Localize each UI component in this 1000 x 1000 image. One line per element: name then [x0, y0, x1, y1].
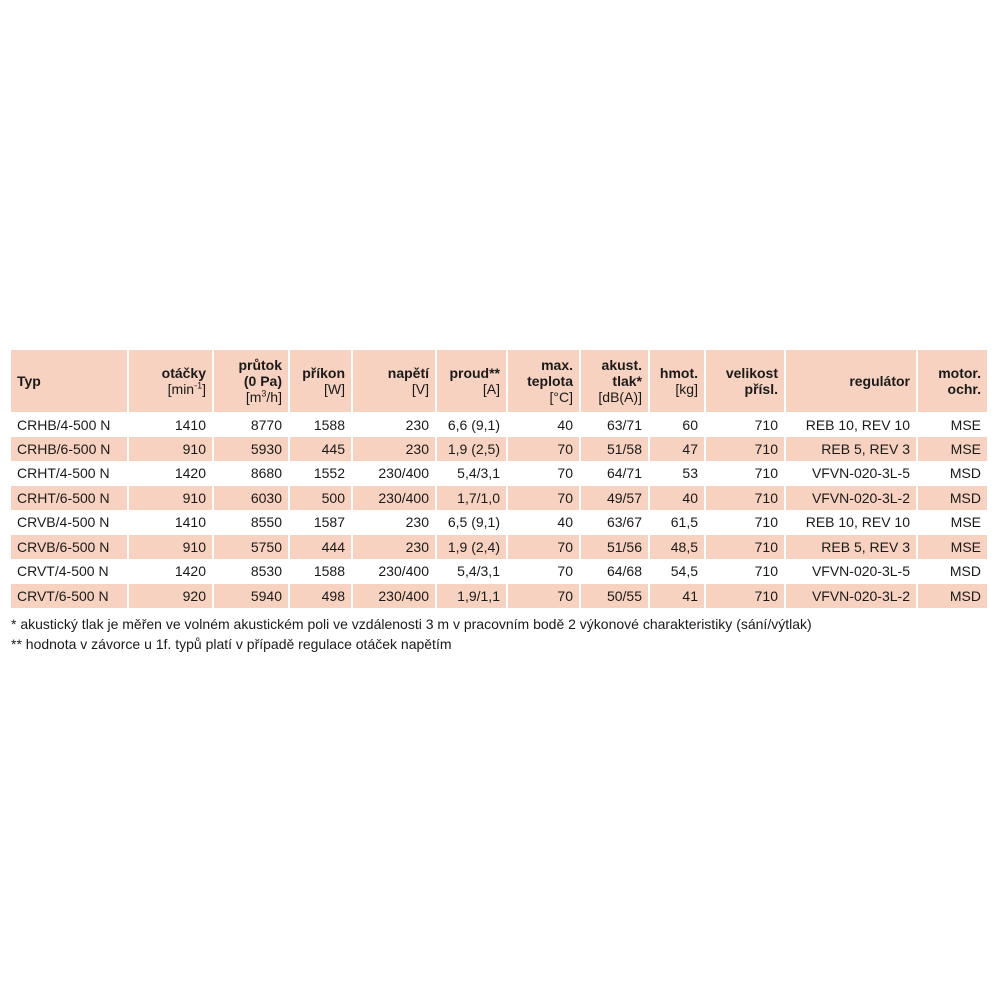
header-teplota-unit: [°C]	[549, 389, 573, 405]
header-otacky-unit: $[\min^{-1}]$	[167, 380, 206, 397]
header-prikon-unit: [W]	[324, 381, 345, 397]
cell-napeti: 230	[353, 412, 437, 437]
cell-teplota: 40	[508, 412, 581, 437]
header-hmot	[650, 350, 706, 412]
cell-typ: CRVT/4-500 N	[11, 559, 129, 584]
cell-motor: MSE	[918, 510, 987, 535]
header-velikost-subtitle: přísl.	[744, 381, 778, 397]
header-prutok	[214, 350, 290, 412]
cell-prikon: 444	[290, 535, 353, 560]
header-napeti-unit: [V]	[411, 381, 429, 397]
table-row	[11, 486, 987, 511]
cell-prutok: 5750	[214, 535, 290, 560]
cell-typ: CRVB/6-500 N	[11, 535, 129, 560]
header-tlak	[581, 350, 650, 412]
header-napeti	[353, 350, 437, 412]
cell-typ: CRVT/6-500 N	[11, 584, 129, 609]
cell-typ: CRHB/4-500 N	[11, 412, 129, 437]
cell-proud: 5,4/3,1	[437, 461, 508, 486]
cell-otacky: 910	[129, 437, 214, 462]
cell-regulator: VFVN-020-3L-5	[786, 461, 918, 486]
cell-prutok: 8680	[214, 461, 290, 486]
header-velikost	[706, 350, 786, 412]
header-teplota-subtitle: teplota	[527, 373, 573, 389]
cell-proud: 5,4/3,1	[437, 559, 508, 584]
cell-motor: MSE	[918, 412, 987, 437]
header-prikon	[290, 350, 353, 412]
cell-tlak: 50/55	[581, 584, 650, 609]
header-tlak-unit: [dB(A)]	[598, 389, 642, 405]
cell-otacky: 1420	[129, 559, 214, 584]
cell-velikost: 710	[706, 510, 786, 535]
cell-otacky: 1410	[129, 510, 214, 535]
cell-prikon: 1588	[290, 412, 353, 437]
cell-velikost: 710	[706, 535, 786, 560]
header-tlak-subtitle: tlak*	[612, 373, 642, 389]
cell-teplota: 70	[508, 461, 581, 486]
cell-tlak: 49/57	[581, 486, 650, 511]
cell-proud: 6,6 (9,1)	[437, 412, 508, 437]
cell-otacky: 1420	[129, 461, 214, 486]
header-teplota-title: max.	[541, 357, 573, 373]
cell-teplota: 40	[508, 510, 581, 535]
cell-prikon: 500	[290, 486, 353, 511]
cell-prutok: 5940	[214, 584, 290, 609]
cell-prutok: 8550	[214, 510, 290, 535]
header-hmot-title: hmot.	[659, 365, 698, 381]
cell-otacky: 1410	[129, 412, 214, 437]
cell-prikon: 1588	[290, 559, 353, 584]
cell-teplota: 70	[508, 437, 581, 462]
cell-typ: CRHB/6-500 N	[11, 437, 129, 462]
cell-hmot: 61,5	[650, 510, 706, 535]
table-row	[11, 535, 987, 560]
cell-prikon: 445	[290, 437, 353, 462]
footnotes	[11, 614, 812, 654]
table-row	[11, 584, 987, 609]
cell-prutok: 8770	[214, 412, 290, 437]
cell-motor: MSD	[918, 584, 987, 609]
cell-motor: MSE	[918, 535, 987, 560]
header-prutok-title: průtok	[238, 357, 282, 373]
cell-regulator: VFVN-020-3L-2	[786, 584, 918, 609]
table-body	[11, 412, 987, 608]
table-row	[11, 559, 987, 584]
cell-motor: MSD	[918, 461, 987, 486]
cell-otacky: 910	[129, 535, 214, 560]
footnote-acoustic: * akustický tlak je měřen ve volném akustickém poli ve vzdálenosti 3 m v pracovním bodě 2 výkonové charakteristiky (sání/výtlak)	[11, 616, 812, 632]
header-regulator-title: regulátor	[849, 373, 910, 389]
cell-tlak: 64/68	[581, 559, 650, 584]
header-motor	[918, 350, 987, 412]
cell-hmot: 41	[650, 584, 706, 609]
cell-typ: CRHT/4-500 N	[11, 461, 129, 486]
header-velikost-title: velikost	[725, 365, 778, 381]
header-otacky-title: otáčky	[161, 365, 206, 381]
cell-teplota: 70	[508, 559, 581, 584]
cell-prutok: 6030	[214, 486, 290, 511]
cell-typ: CRHT/6-500 N	[11, 486, 129, 511]
header-row	[11, 350, 987, 412]
header-motor-subtitle: ochr.	[947, 381, 981, 397]
cell-regulator: REB 10, REV 10	[786, 510, 918, 535]
cell-velikost: 710	[706, 486, 786, 511]
cell-tlak: 51/58	[581, 437, 650, 462]
header-proud-unit: [A]	[482, 381, 500, 397]
cell-regulator: VFVN-020-3L-2	[786, 486, 918, 511]
cell-otacky: 910	[129, 486, 214, 511]
header-napeti-title: napětí	[387, 365, 429, 381]
cell-hmot: 53	[650, 461, 706, 486]
cell-motor: MSD	[918, 486, 987, 511]
header-typ-title: Typ	[17, 373, 41, 389]
cell-tlak: 63/71	[581, 412, 650, 437]
cell-regulator: VFVN-020-3L-5	[786, 559, 918, 584]
cell-hmot: 60	[650, 412, 706, 437]
cell-prikon: 1552	[290, 461, 353, 486]
cell-napeti: 230/400	[353, 461, 437, 486]
cell-prutok: 8530	[214, 559, 290, 584]
header-tlak-title: akust.	[601, 357, 642, 373]
header-otacky	[129, 350, 214, 412]
cell-motor: MSE	[918, 437, 987, 462]
cell-velikost: 710	[706, 412, 786, 437]
cell-proud: 1,9 (2,5)	[437, 437, 508, 462]
header-motor-title: motor.	[938, 365, 981, 381]
cell-teplota: 70	[508, 486, 581, 511]
cell-prikon: 498	[290, 584, 353, 609]
cell-tlak: 64/71	[581, 461, 650, 486]
cell-proud: 1,9/1,1	[437, 584, 508, 609]
cell-hmot: 54,5	[650, 559, 706, 584]
cell-velikost: 710	[706, 559, 786, 584]
cell-velikost: 710	[706, 461, 786, 486]
cell-napeti: 230/400	[353, 559, 437, 584]
cell-tlak: 51/56	[581, 535, 650, 560]
cell-hmot: 48,5	[650, 535, 706, 560]
header-prikon-title: příkon	[302, 365, 345, 381]
cell-motor: MSD	[918, 559, 987, 584]
cell-regulator: REB 10, REV 10	[786, 412, 918, 437]
cell-proud: 6,5 (9,1)	[437, 510, 508, 535]
cell-typ: CRVB/4-500 N	[11, 510, 129, 535]
header-typ	[11, 350, 129, 412]
cell-napeti: 230	[353, 510, 437, 535]
footnote-current: ** hodnota v závorce u 1f. typů platí v případě regulace otáček napětím	[11, 636, 452, 652]
cell-regulator: REB 5, REV 3	[786, 535, 918, 560]
cell-napeti: 230	[353, 535, 437, 560]
cell-tlak: 63/67	[581, 510, 650, 535]
cell-otacky: 920	[129, 584, 214, 609]
table-row	[11, 510, 987, 535]
table-row	[11, 461, 987, 486]
header-regulator	[786, 350, 918, 412]
table-header	[11, 350, 987, 412]
cell-prikon: 1587	[290, 510, 353, 535]
header-hmot-unit: [kg]	[675, 381, 698, 397]
cell-velikost: 710	[706, 584, 786, 609]
header-prutok-unit: $[m^3/h]$	[245, 388, 282, 405]
table-row	[11, 437, 987, 462]
cell-napeti: 230/400	[353, 584, 437, 609]
header-teplota	[508, 350, 581, 412]
cell-hmot: 47	[650, 437, 706, 462]
spec-table	[11, 350, 987, 608]
header-proud	[437, 350, 508, 412]
cell-napeti: 230	[353, 437, 437, 462]
cell-napeti: 230/400	[353, 486, 437, 511]
cell-hmot: 40	[650, 486, 706, 511]
header-proud-title: proud**	[449, 365, 500, 381]
cell-proud: 1,9 (2,4)	[437, 535, 508, 560]
cell-teplota: 70	[508, 584, 581, 609]
cell-prutok: 5930	[214, 437, 290, 462]
table-row	[11, 412, 987, 437]
cell-regulator: REB 5, REV 3	[786, 437, 918, 462]
cell-velikost: 710	[706, 437, 786, 462]
header-prutok-subtitle: (0 Pa)	[243, 373, 282, 389]
cell-teplota: 70	[508, 535, 581, 560]
cell-proud: 1,7/1,0	[437, 486, 508, 511]
